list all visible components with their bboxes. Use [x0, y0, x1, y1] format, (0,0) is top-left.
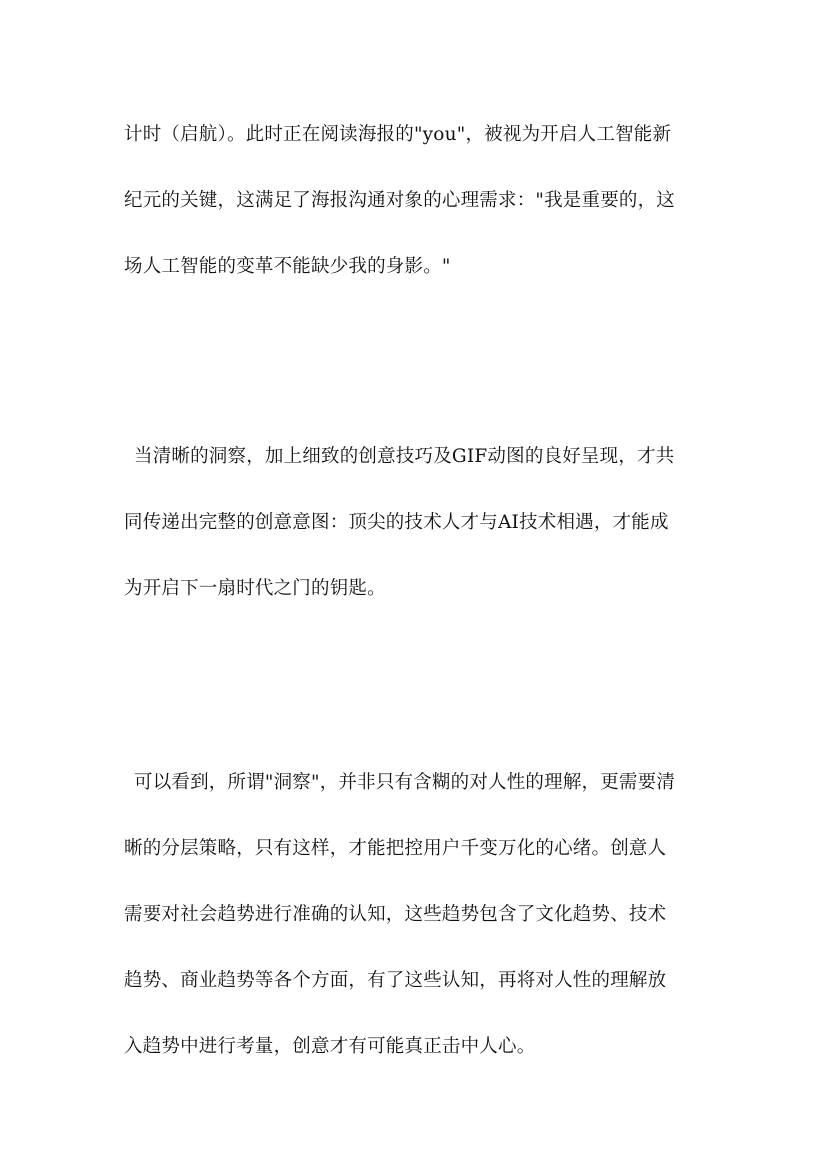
text-line: 场人工智能的变革不能缺少我的身影。" — [124, 256, 451, 277]
text-line: 当清晰的洞察，加上细致的创意技巧及GIF动图的良好呈现，才共 — [134, 446, 675, 467]
text-line: 入趋势中进行考量，创意才有可能真正击中人心。 — [124, 1036, 536, 1057]
paragraph — [124, 440, 704, 638]
paragraph — [124, 118, 704, 316]
text-line: 计时（启航）。此时正在阅读海报的"you"，被视为开启人工智能新 — [124, 124, 672, 145]
text-line: 为开启下一扇时代之门的钥匙。 — [124, 578, 386, 599]
text-line: 同传递出完整的创意意图：顶尖的技术人才与AI技术相遇，才能成 — [124, 512, 669, 533]
paragraph — [124, 766, 704, 1096]
text-line: 晰的分层策略，只有这样，才能把控用户千变万化的心绪。创意人 — [124, 838, 667, 859]
text-line: 可以看到，所谓"洞察"，并非只有含糊的对人性的理解，更需要清 — [134, 772, 676, 793]
text-line: 需要对社会趋势进行准确的认知，这些趋势包含了文化趋势、技术 — [124, 904, 667, 925]
text-line: 纪元的关键，这满足了海报沟通对象的心理需求："我是重要的，这 — [124, 190, 676, 211]
text-line: 趋势、商业趋势等各个方面，有了这些认知，再将对人性的理解放 — [124, 970, 667, 991]
